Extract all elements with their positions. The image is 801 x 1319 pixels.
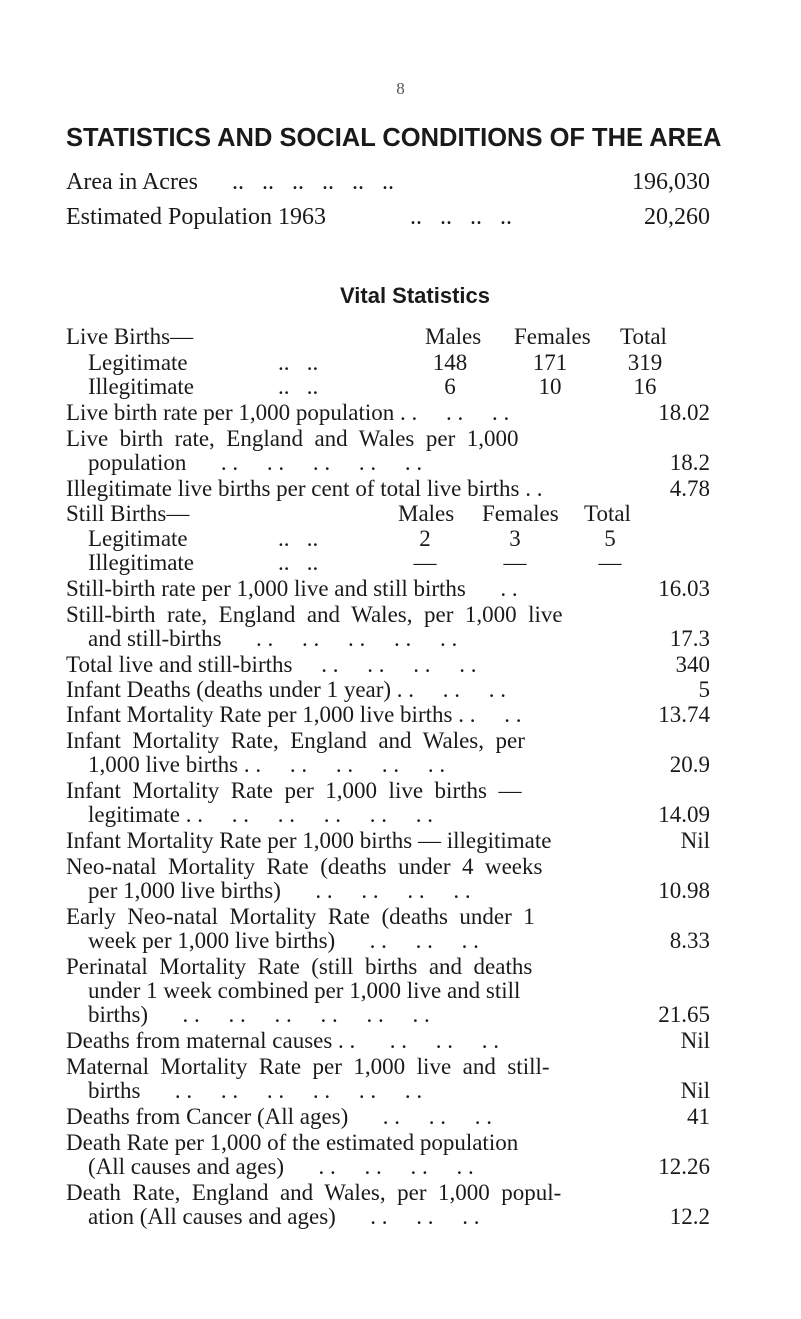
row-neonatal-2: per 1,000 live births) . . . . . . . .: [88, 878, 471, 903]
area-label: Area in Acres: [66, 169, 198, 195]
still-illeg-leader: .. ..: [278, 550, 319, 575]
value-total-live-still: 340: [675, 652, 710, 677]
row-early-neonatal-1: Early Neo-natal Mortality Rate (deaths under 1: [66, 904, 535, 929]
page-number: 8: [396, 79, 405, 98]
row-infant-mortality: Infant Mortality Rate per 1,000 live births . . . .: [66, 702, 522, 727]
row-still-birth-rate-ew-1: Still-birth rate, England and Wales, per 1,000 live: [66, 602, 563, 627]
row-live-birth-rate: Live birth rate per 1,000 population . . . . . .: [66, 400, 510, 425]
value-infant-mortality-ew: 20.9: [669, 752, 710, 777]
row-total-live-still: Total live and still-births . . . . . . . .: [66, 652, 477, 677]
still-legit-leader: .. ..: [278, 526, 319, 551]
row-death-rate-2: (All causes and ages) . . . . . . . .: [88, 1154, 474, 1179]
live-illeg-leader: .. ..: [278, 374, 319, 399]
value-infant-mortality-legit: 14.09: [658, 802, 710, 827]
row-infant-mortality-ew-2: 1,000 live births . . . . . . . . . .: [88, 752, 446, 777]
value-infant-mortality: 13.74: [658, 702, 710, 727]
value-live-birth-rate: 18.02: [658, 400, 710, 425]
value-death-rate: 12.26: [658, 1154, 710, 1179]
live-legit-leader: .. ..: [278, 350, 319, 375]
row-infant-deaths: Infant Deaths (deaths under 1 year) . . . . . .: [66, 677, 507, 702]
value-still-birth-rate-ew: 17.3: [669, 626, 710, 651]
row-maternal-mortality-2: births . . . . . . . . . . . .: [88, 1078, 423, 1103]
still-births-label: Still Births—: [66, 501, 190, 526]
population-leader: .. .. .. ..: [410, 204, 512, 230]
still-illeg-females: —: [503, 550, 527, 575]
value-maternal-deaths: Nil: [680, 1028, 710, 1053]
value-early-neonatal: 8.33: [669, 928, 710, 953]
live-illeg-label: Illegitimate: [88, 374, 195, 399]
live-births-label: Live Births—: [66, 324, 194, 349]
population-label: Estimated Population 1963: [66, 204, 326, 230]
value-perinatal: 21.65: [658, 1002, 710, 1027]
live-legit-label: Legitimate: [88, 350, 188, 375]
row-early-neonatal-2: week per 1,000 live births) . . . . . .: [88, 928, 479, 953]
still-col-total: Total: [584, 501, 631, 526]
still-illeg-total: —: [598, 550, 622, 575]
row-infant-mortality-ew-1: Infant Mortality Rate, England and Wales, per: [66, 728, 525, 753]
still-illeg-males: —: [413, 550, 437, 575]
value-neonatal: 10.98: [658, 878, 710, 903]
row-death-rate-ew-2: ation (All causes and ages) . . . . . .: [88, 1204, 480, 1229]
live-legit-males: 148: [432, 350, 468, 375]
value-illegitimate-percent: 4.78: [669, 476, 710, 501]
vital-heading: Vital Statistics: [340, 283, 490, 308]
still-legit-total: 5: [604, 526, 616, 551]
row-death-rate-1: Death Rate per 1,000 of the estimated population: [66, 1130, 519, 1155]
row-perinatal-3: births) . . . . . . . . . . . .: [88, 1002, 430, 1027]
row-still-birth-rate-ew-2: and still-births . . . . . . . . . .: [88, 626, 458, 651]
live-illeg-females: 10: [538, 374, 562, 399]
live-illeg-total: 16: [633, 374, 657, 399]
live-legit-females: 171: [532, 350, 568, 375]
value-cancer-deaths: 41: [687, 1104, 710, 1129]
value-maternal-mortality: Nil: [680, 1078, 710, 1103]
row-death-rate-ew-1: Death Rate, England and Wales, per 1,000 popul-: [66, 1180, 562, 1205]
row-cancer-deaths: Deaths from Cancer (All ages) . . . . . .: [66, 1104, 493, 1129]
still-col-females: Females: [482, 501, 559, 526]
row-infant-mortality-legit-1: Infant Mortality Rate per 1,000 live births —: [66, 778, 522, 803]
row-perinatal-1: Perinatal Mortality Rate (still births and deaths: [66, 954, 533, 979]
still-legit-males: 2: [419, 526, 431, 551]
still-legit-label: Legitimate: [88, 526, 188, 551]
live-col-females: Females: [514, 324, 591, 349]
row-maternal-mortality-1: Maternal Mortality Rate per 1,000 live and still-: [66, 1054, 550, 1079]
value-still-birth-rate: 16.03: [658, 576, 710, 601]
live-illeg-males: 6: [444, 374, 456, 399]
live-col-total: Total: [620, 324, 667, 349]
live-col-males: Males: [425, 324, 482, 349]
row-live-birth-rate-ew-1: Live birth rate, England and Wales per 1,000: [66, 426, 519, 451]
area-leader: .. .. .. .. .. ..: [232, 169, 394, 195]
still-col-males: Males: [398, 501, 455, 526]
still-illeg-label: Illegitimate: [88, 550, 195, 575]
still-legit-females: 3: [509, 526, 521, 551]
value-death-rate-ew: 12.2: [669, 1204, 710, 1229]
row-perinatal-2: under 1 week combined per 1,000 live and still: [88, 978, 521, 1003]
population-value: 20,260: [644, 204, 710, 230]
page-title: STATISTICS AND SOCIAL CONDITIONS OF THE AREA: [66, 124, 722, 152]
row-maternal-deaths: Deaths from maternal causes . . . . . . . .: [66, 1028, 500, 1053]
row-illegitimate-percent: Illegitimate live births per cent of total live births . .: [66, 476, 543, 501]
row-infant-mortality-illeg: Infant Mortality Rate per 1,000 births — illegitimate: [66, 828, 552, 853]
live-legit-total: 319: [627, 350, 663, 375]
row-neonatal-1: Neo-natal Mortality Rate (deaths under 4 weeks: [66, 854, 543, 879]
area-value: 196,030: [632, 169, 710, 195]
row-live-birth-rate-ew-2: population . . . . . . . . . .: [88, 450, 423, 475]
value-infant-mortality-illeg: Nil: [680, 828, 710, 853]
value-live-birth-rate-ew: 18.2: [669, 450, 710, 475]
value-infant-deaths: 5: [698, 677, 710, 702]
row-infant-mortality-legit-2: legitimate . . . . . . . . . . . .: [88, 802, 433, 827]
row-still-birth-rate: Still-birth rate per 1,000 live and still births . .: [66, 576, 518, 601]
